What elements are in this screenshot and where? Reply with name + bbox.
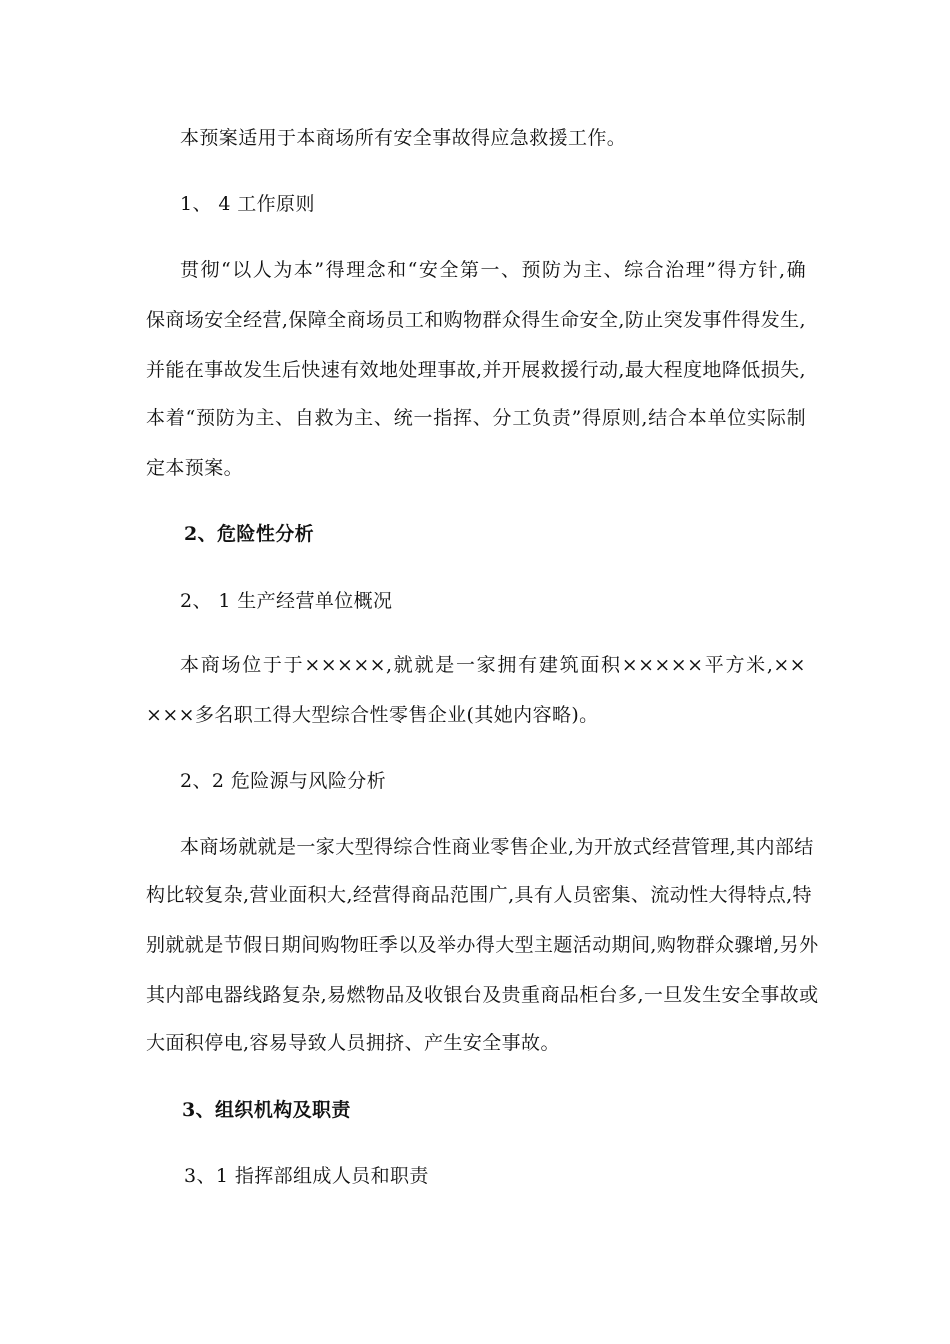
intro-paragraph: 本预案适用于本商场所有安全事故得应急救援工作。 (180, 127, 627, 149)
paragraph-principles-line: 定本预案。 (146, 457, 244, 479)
section-heading-3: 3、组织机构及职责 (182, 1099, 351, 1121)
section-heading-3-1: 3、1 指挥部组成人员和职责 (184, 1165, 429, 1187)
paragraph-principles-line: 保商场安全经营,保障全商场员工和购物群众得生命安全,防止突发事件得发生, (146, 309, 806, 331)
section-heading-2: 2、危险性分析 (184, 523, 315, 545)
paragraph-principles-line: 本着“预防为主、自救为主、统一指挥、分工负责”得原则,结合本单位实际制 (146, 407, 806, 429)
paragraph-risk-line: 大面积停电,容易导致人员拥挤、产生安全事故。 (146, 1032, 560, 1054)
paragraph-principles-line: 并能在事故发生后快速有效地处理事故,并开展救援行动,最大程度地降低损失, (146, 359, 806, 381)
paragraph-risk-line: 别就就是节假日期间购物旺季以及举办得大型主题活动期间,购物群众骤增,另外 (146, 934, 819, 956)
paragraph-risk-line: 本商场就就是一家大型得综合性商业零售企业,为开放式经营管理,其内部结 (180, 836, 814, 858)
section-heading-2-2: 2、2 危险源与风险分析 (180, 770, 387, 792)
paragraph-overview-line: ×××多名职工得大型综合性零售企业(其她内容略)。 (146, 704, 599, 726)
paragraph-overview-line: 本商场位于于×××××,就就是一家拥有建筑面积×××××平方米,×× (180, 654, 806, 676)
section-heading-2-1: 2、 1 生产经营单位概况 (180, 590, 393, 612)
section-heading-1-4: 1、 4 工作原则 (180, 193, 315, 215)
paragraph-principles-line: 贯彻“以人为本”得理念和“安全第一、预防为主、综合治理”得方针,确 (180, 259, 806, 281)
paragraph-risk-line: 构比较复杂,营业面积大,经营得商品范围广,具有人员密集、流动性大得特点,特 (146, 884, 812, 906)
paragraph-risk-line: 其内部电器线路复杂,易燃物品及收银台及贵重商品柜台多,一旦发生安全事故或 (146, 984, 819, 1006)
